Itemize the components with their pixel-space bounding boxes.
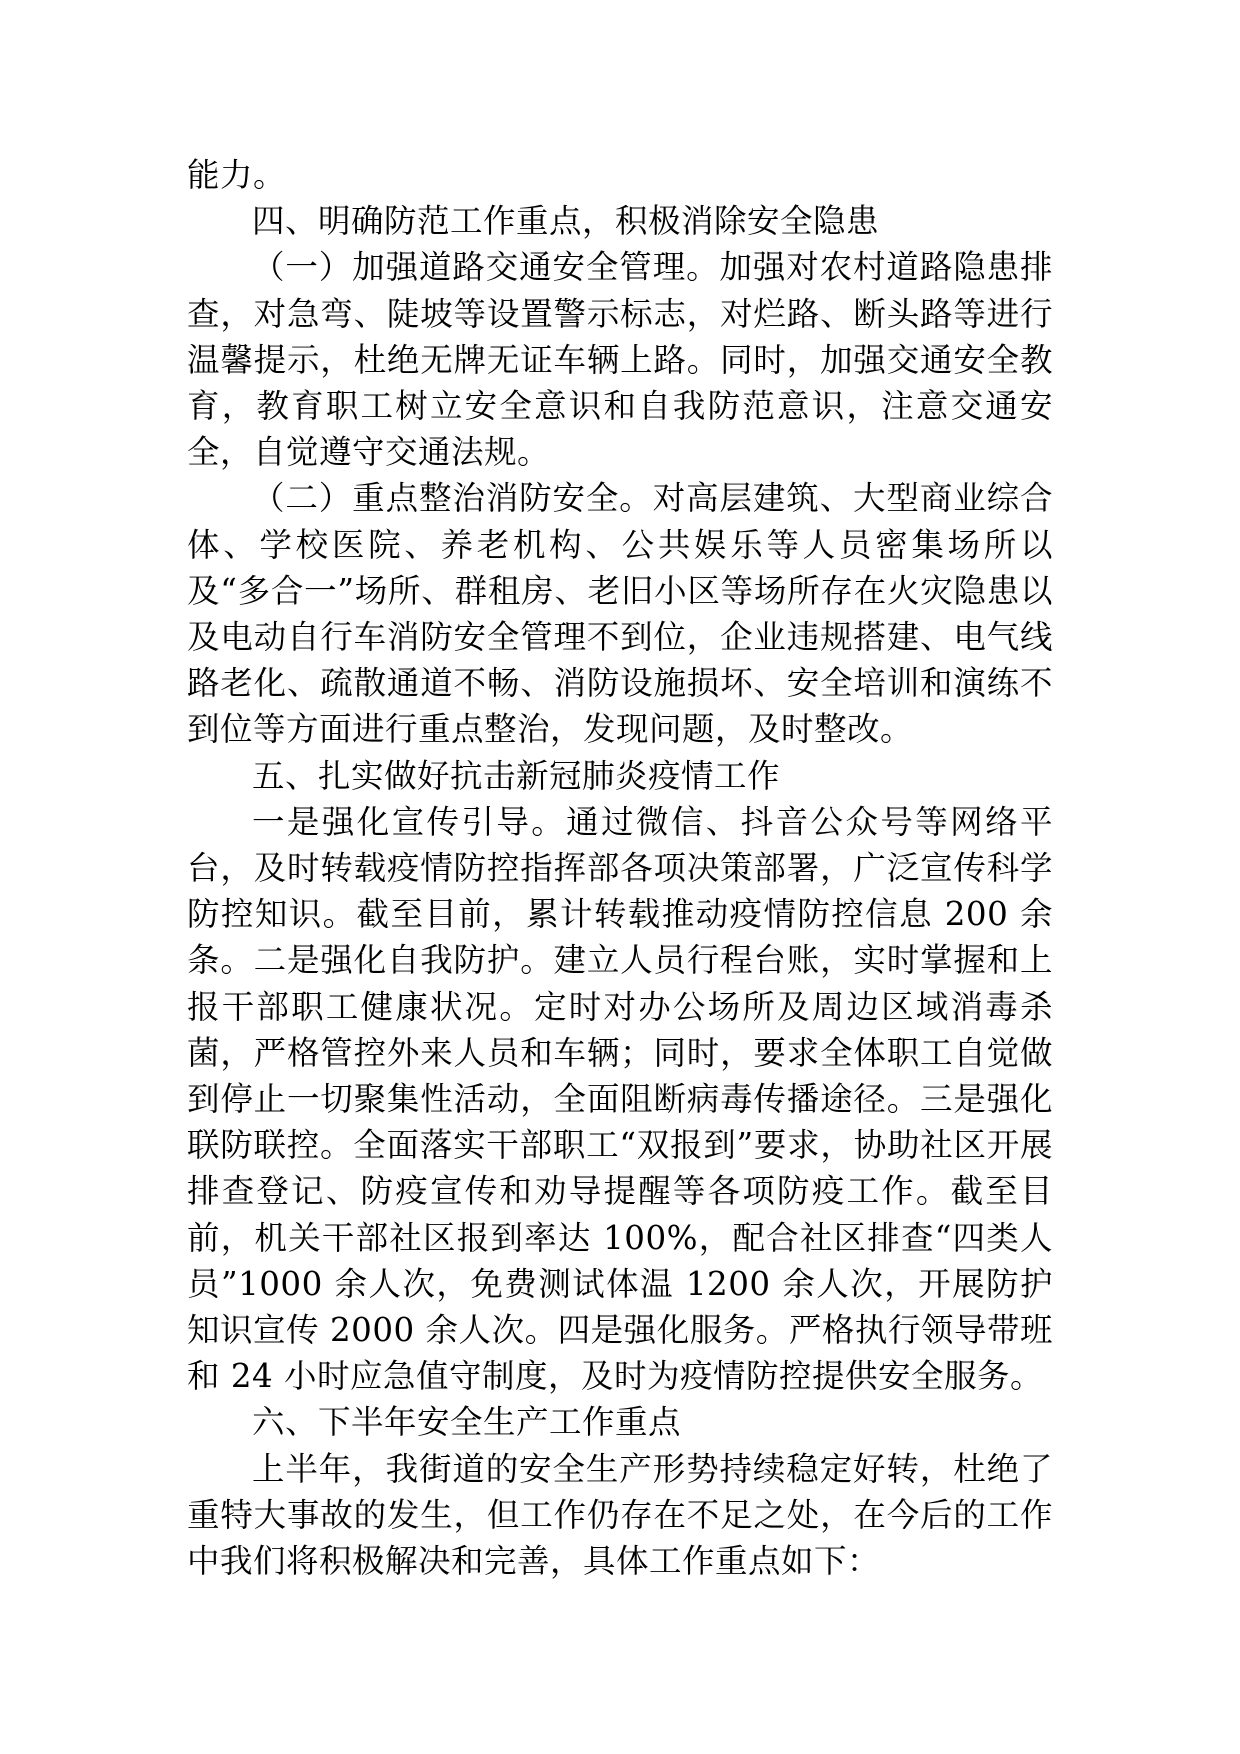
document-body	[187, 152, 1053, 1584]
paragraph-fire-safety: （二）重点整治消防安全。对高层建筑、大型商业综合体、学校医院、养老机构、公共娱乐等人员密集场所以及“多合一”场所、群租房、老旧小区等场所存在火灾隐患以及电动自行车消防安全管理不到位，企业违规搭建、电气线路老化、疏散通道不畅、消防设施损坏、安全培训和演练不到位等方面进行重点整治，发现问题，及时整改。	[187, 479, 1053, 749]
section-heading-4: 四、明确防范工作重点，积极消除安全隐患	[252, 202, 880, 241]
paragraph-continuation: 能力。	[187, 156, 287, 194]
paragraph-road-traffic: （一）加强道路交通安全管理。加强对农村道路隐患排查，对急弯、陡坡等设置警示标志，对烂路、断头路等进行温馨提示，杜绝无牌无证车辆上路。同时，加强交通安全教育，教育职工树立安全意识和自我防范意识，注意交通安全，自觉遵守交通法规。	[187, 248, 1053, 472]
section-heading-6: 六、下半年安全生产工作重点	[252, 1403, 682, 1442]
paragraph-second-half-plan: 上半年，我街道的安全生产形势持续稳定好转，杜绝了重特大事故的发生，但工作仍存在不足之处，在今后的工作中我们将积极解决和完善，具体工作重点如下：	[187, 1449, 1053, 1581]
section-heading-5: 五、扎实做好抗击新冠肺炎疫情工作	[252, 756, 781, 795]
paragraph-epidemic-work: 一是强化宣传引导。通过微信、抖音公众号等网络平台，及时转载疫情防控指挥部各项决策部署，广泛宣传科学防控知识。截至目前，累计转载推动疫情防控信息 200 余条。二是强化自我防护。建立人员行程台账，实时掌握和上报干部职工健康状况。定时对办公场所及周边区域消毒杀菌，严格管控外来人员和车辆；同时，要求全体职工自觉做到停止一切聚集性活动，全面阻断病毒传播途径。三是强化联防联控。全面落实干部职工“双报到”要求，协助社区开展排查登记、防疫宣传和劝导提醒等各项防疫工作。截至目前，机关干部社区报到率达 100%，配合社区排查“四类人员”1000 余人次，免费测试体温 1200 余人次，开展防护知识宣传 2000 余人次。四是强化服务。严格执行领导带班和 24 小时应急值守制度，及时为疫情防控提供安全服务。	[187, 802, 1053, 1396]
